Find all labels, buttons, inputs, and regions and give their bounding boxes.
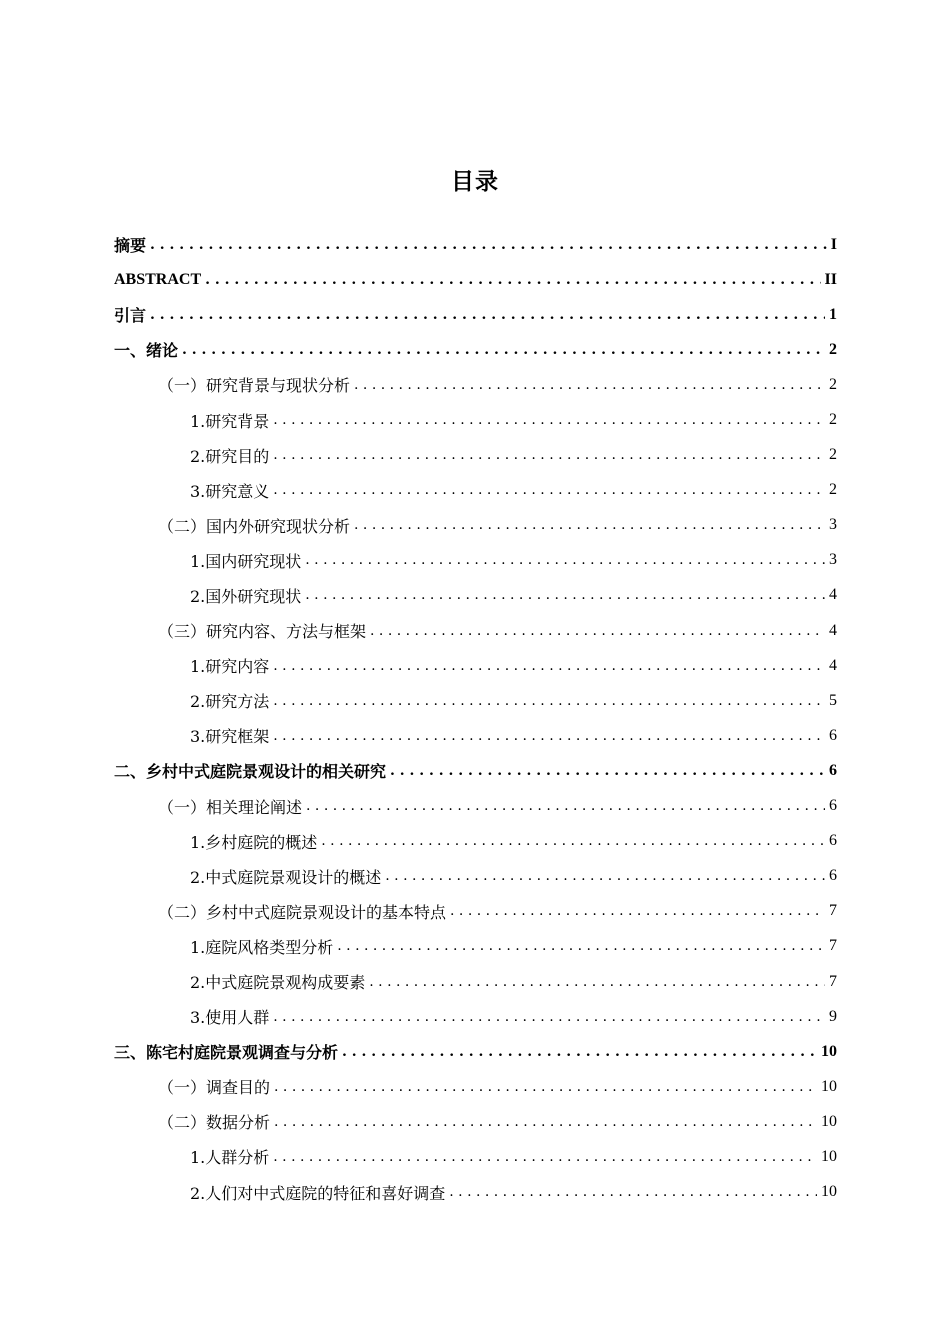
toc-entry-label: （一）相关理论阐述 [158, 797, 303, 817]
toc-entry[interactable] [0, 332, 950, 367]
toc-dot-leader [305, 587, 825, 603]
toc-dot-leader [273, 693, 825, 709]
toc-entry-page-number: 1 [829, 305, 837, 323]
toc-entry-page-number: 2 [829, 411, 837, 429]
toc-entry-label: 3.研究框架 [190, 727, 270, 747]
toc-entry-label: 1.研究背景 [190, 411, 270, 431]
toc-entry-page-number: 7 [829, 902, 837, 920]
toc-entry-page-number: 4 [829, 586, 837, 604]
toc-dot-leader [274, 1079, 817, 1095]
toc-entry[interactable] [0, 683, 950, 718]
toc-dot-leader [354, 377, 825, 393]
toc-dot-leader [273, 412, 825, 428]
toc-entry[interactable] [0, 578, 950, 613]
toc-entry-label: 1.乡村庭院的概述 [190, 832, 318, 852]
toc-entry[interactable] [0, 227, 950, 262]
toc-dot-leader [273, 658, 825, 674]
page-title: 目录 [451, 169, 499, 195]
toc-entry-page-number: 5 [829, 691, 837, 709]
toc-entry[interactable] [0, 262, 950, 297]
toc-dot-leader [449, 1184, 817, 1200]
toc-entry[interactable] [0, 1139, 950, 1174]
toc-entry[interactable] [0, 508, 950, 543]
toc-entry-label: 摘要 [114, 236, 147, 256]
toc-entry-page-number: 3 [829, 516, 837, 534]
toc-entry-label: （一）研究背景与现状分析 [158, 376, 351, 396]
toc-entry-page-number: 6 [829, 832, 837, 850]
toc-dot-leader [273, 728, 825, 744]
toc-entry-label: 3.使用人群 [190, 1008, 270, 1028]
toc-entry-page-number: 4 [829, 656, 837, 674]
toc-entry-page-number: 2 [829, 446, 837, 464]
toc-entry-label: 1.庭院风格类型分析 [190, 937, 334, 957]
toc-entry[interactable] [0, 1034, 950, 1069]
toc-entry[interactable] [0, 894, 950, 929]
toc-dot-leader [273, 1149, 817, 1165]
table-of-contents [0, 227, 950, 1210]
toc-entry[interactable] [0, 1175, 950, 1210]
toc-entry-page-number: 10 [821, 1183, 837, 1201]
toc-entry-page-number: 10 [821, 1042, 837, 1060]
toc-entry-label: 2.人们对中式庭院的特征和喜好调查 [190, 1183, 446, 1203]
toc-entry-page-number: I [830, 235, 837, 253]
toc-entry-page-number: 9 [829, 1007, 837, 1025]
toc-entry-label: 二、乡村中式庭院景观设计的相关研究 [114, 762, 387, 782]
toc-dot-leader [150, 237, 827, 253]
toc-entry-page-number: 2 [829, 375, 837, 393]
toc-entry-label: 2.研究目的 [190, 446, 270, 466]
toc-dot-leader [182, 342, 825, 358]
toc-entry-label: 一、绪论 [114, 341, 179, 361]
toc-entry-page-number: 2 [829, 340, 837, 358]
toc-dot-leader [305, 552, 825, 568]
toc-entry-page-number: 2 [829, 481, 837, 499]
toc-dot-leader [273, 1009, 825, 1025]
toc-entry-page-number: 6 [829, 867, 837, 885]
toc-dot-leader [369, 974, 825, 990]
toc-entry-label: ABSTRACT [114, 270, 202, 288]
toc-entry[interactable] [0, 613, 950, 648]
toc-entry-page-number: 6 [829, 726, 837, 744]
toc-dot-leader [337, 938, 825, 954]
toc-entry[interactable] [0, 438, 950, 473]
toc-entry-label: 2.中式庭院景观设计的概述 [190, 867, 382, 887]
toc-entry[interactable] [0, 473, 950, 508]
toc-entry-page-number: 10 [821, 1112, 837, 1130]
toc-entry-label: （三）研究内容、方法与框架 [158, 622, 367, 642]
toc-entry[interactable] [0, 929, 950, 964]
toc-dot-leader [385, 868, 825, 884]
toc-dot-leader [390, 763, 825, 779]
toc-entry[interactable] [0, 753, 950, 788]
toc-entry-label: （二）国内外研究现状分析 [158, 516, 351, 536]
toc-entry-label: 2.国外研究现状 [190, 586, 302, 606]
toc-dot-leader [273, 482, 825, 498]
toc-entry[interactable] [0, 718, 950, 753]
toc-entry-label: 2.研究方法 [190, 692, 270, 712]
toc-entry-page-number: 10 [821, 1147, 837, 1165]
toc-entry-page-number: 3 [829, 551, 837, 569]
toc-entry-label: （二）乡村中式庭院景观设计的基本特点 [158, 902, 447, 922]
toc-entry[interactable] [0, 367, 950, 402]
toc-entry-label: 三、陈宅村庭院景观调查与分析 [114, 1043, 339, 1063]
toc-entry-label: 2.中式庭院景观构成要素 [190, 973, 366, 993]
toc-dot-leader [370, 623, 825, 639]
toc-entry-label: 3.研究意义 [190, 481, 270, 501]
toc-entry[interactable] [0, 648, 950, 683]
toc-dot-leader [450, 903, 825, 919]
toc-entry-label: 1.人群分析 [190, 1148, 270, 1168]
toc-entry-page-number: 7 [829, 937, 837, 955]
toc-entry[interactable] [0, 543, 950, 578]
toc-entry-page-number: 6 [829, 761, 837, 779]
toc-entry[interactable] [0, 1104, 950, 1139]
toc-entry[interactable] [0, 789, 950, 824]
toc-entry[interactable] [0, 297, 950, 332]
toc-entry-page-number: 7 [829, 972, 837, 990]
toc-dot-leader [150, 307, 825, 323]
toc-entry[interactable] [0, 964, 950, 999]
toc-entry-label: 1.研究内容 [190, 657, 270, 677]
toc-entry-label: （一）调查目的 [158, 1078, 271, 1098]
toc-entry-page-number: II [824, 270, 837, 288]
toc-entry-page-number: 10 [821, 1077, 837, 1095]
toc-entry[interactable] [0, 859, 950, 894]
toc-entry-label: 引言 [114, 306, 147, 326]
toc-entry[interactable] [0, 402, 950, 437]
toc-dot-leader [321, 833, 825, 849]
toc-dot-leader [354, 517, 825, 533]
toc-dot-leader [342, 1044, 817, 1060]
toc-dot-leader [274, 1114, 817, 1130]
toc-entry-page-number: 4 [829, 621, 837, 639]
toc-entry-page-number: 6 [829, 797, 837, 815]
toc-entry-label: （二）数据分析 [158, 1113, 271, 1133]
toc-dot-leader [273, 447, 825, 463]
toc-entry-label: 1.国内研究现状 [190, 551, 302, 571]
toc-entry[interactable] [0, 824, 950, 859]
toc-dot-leader [306, 798, 825, 814]
toc-entry[interactable] [0, 1069, 950, 1104]
toc-dot-leader [205, 272, 820, 288]
toc-entry[interactable] [0, 999, 950, 1034]
